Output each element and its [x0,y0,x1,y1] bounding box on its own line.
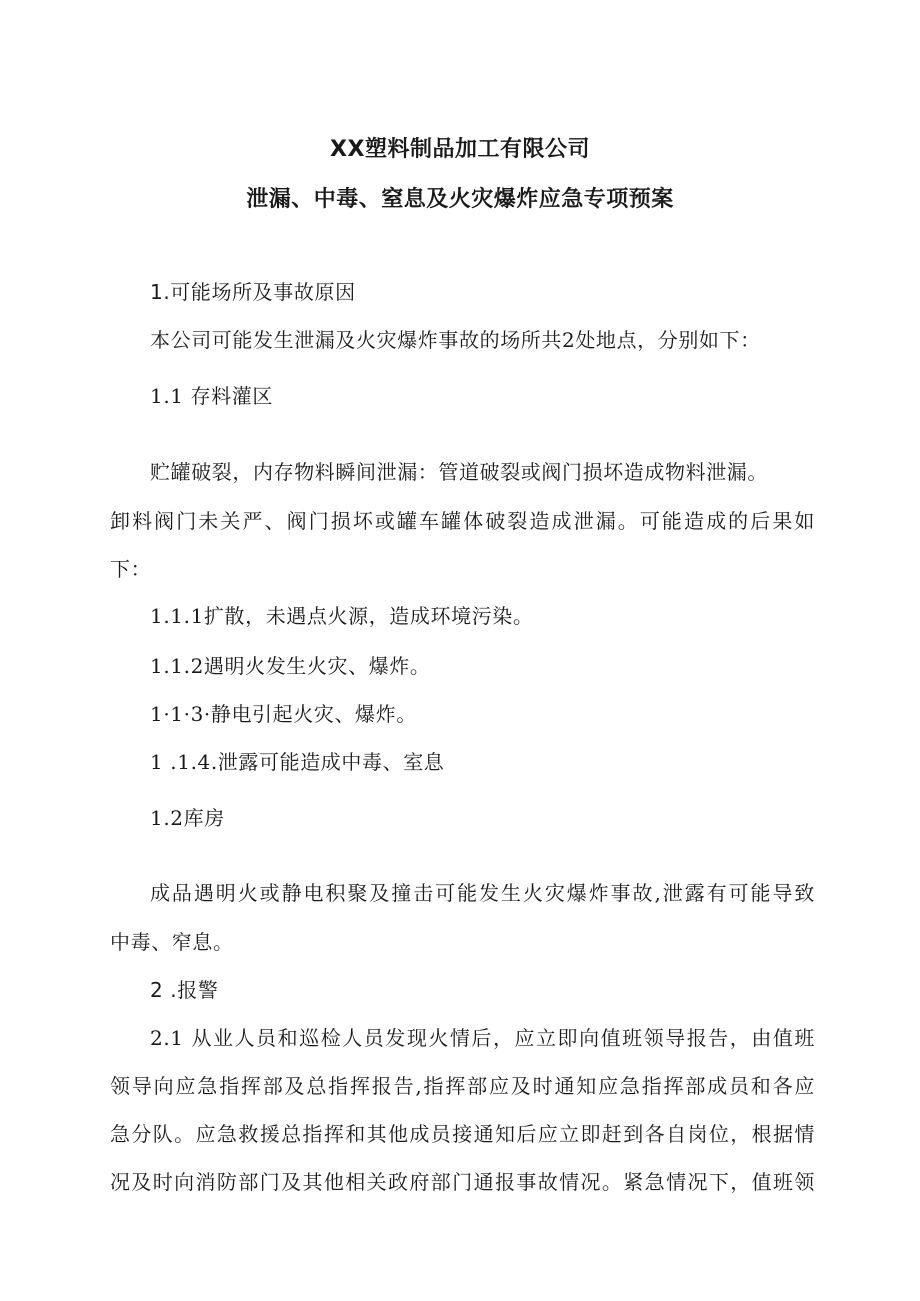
subsection-heading-1-1: 1.1 存料灌区 [150,384,273,408]
list-item: 1·1·3·静电引起火灾、爆炸。 [150,702,417,726]
plan-title: 泄漏、中毒、窒息及火灾爆炸应急专项预案 [246,187,674,212]
section-heading-2: 2 .报警 [150,978,219,1002]
paragraph-line: 成品遇明火或静电积聚及撞击可能发生火灾爆炸事故,泄露有可能导致 [150,881,815,905]
list-item: 1.1.1扩散，未遇点火源，造成环境污染。 [150,604,534,628]
paragraph-line: 贮罐破裂，内存物料瞬间泄漏：管道破裂或阀门损坏造成物料泄漏。 [150,460,768,484]
paragraph-line: 领导向应急指挥部及总指挥报告,指挥部应及时通知应急指挥部成员和各应 [110,1074,815,1098]
section-heading-1: 1.可能场所及事故原因 [150,280,356,304]
paragraph-line: 下： [110,557,152,581]
paragraph-line: 急分队。应急救援总指挥和其他成员接通知后应立即赶到各自岗位，根据情 [110,1122,815,1146]
list-item: 1 .1.4.泄露可能造成中毒、室息 [150,750,445,774]
list-item: 1.1.2遇明火发生火灾、爆炸。 [150,654,431,678]
paragraph-line: 卸料阀门未关严、阀门损坏或罐车罐体破裂造成泄漏。可能造成的后果如 [110,509,815,533]
company-title: XX塑料制品加工有限公司 [330,137,590,162]
paragraph-line: 况及时向消防部门及其他相关政府部门通报事故情况。紧急情况下，值班领 [110,1170,815,1194]
subsection-heading-1-2: 1.2库房 [150,806,225,830]
paragraph-line: 中毒、窄息。 [110,930,234,954]
paragraph-line: 本公司可能发生泄漏及火灾爆炸事故的场所共2处地点，分别如下： [150,328,761,352]
paragraph-line: 2.1 从业人员和巡检人员发现火情后，应立即向值班领导报告，由值班 [150,1026,815,1050]
